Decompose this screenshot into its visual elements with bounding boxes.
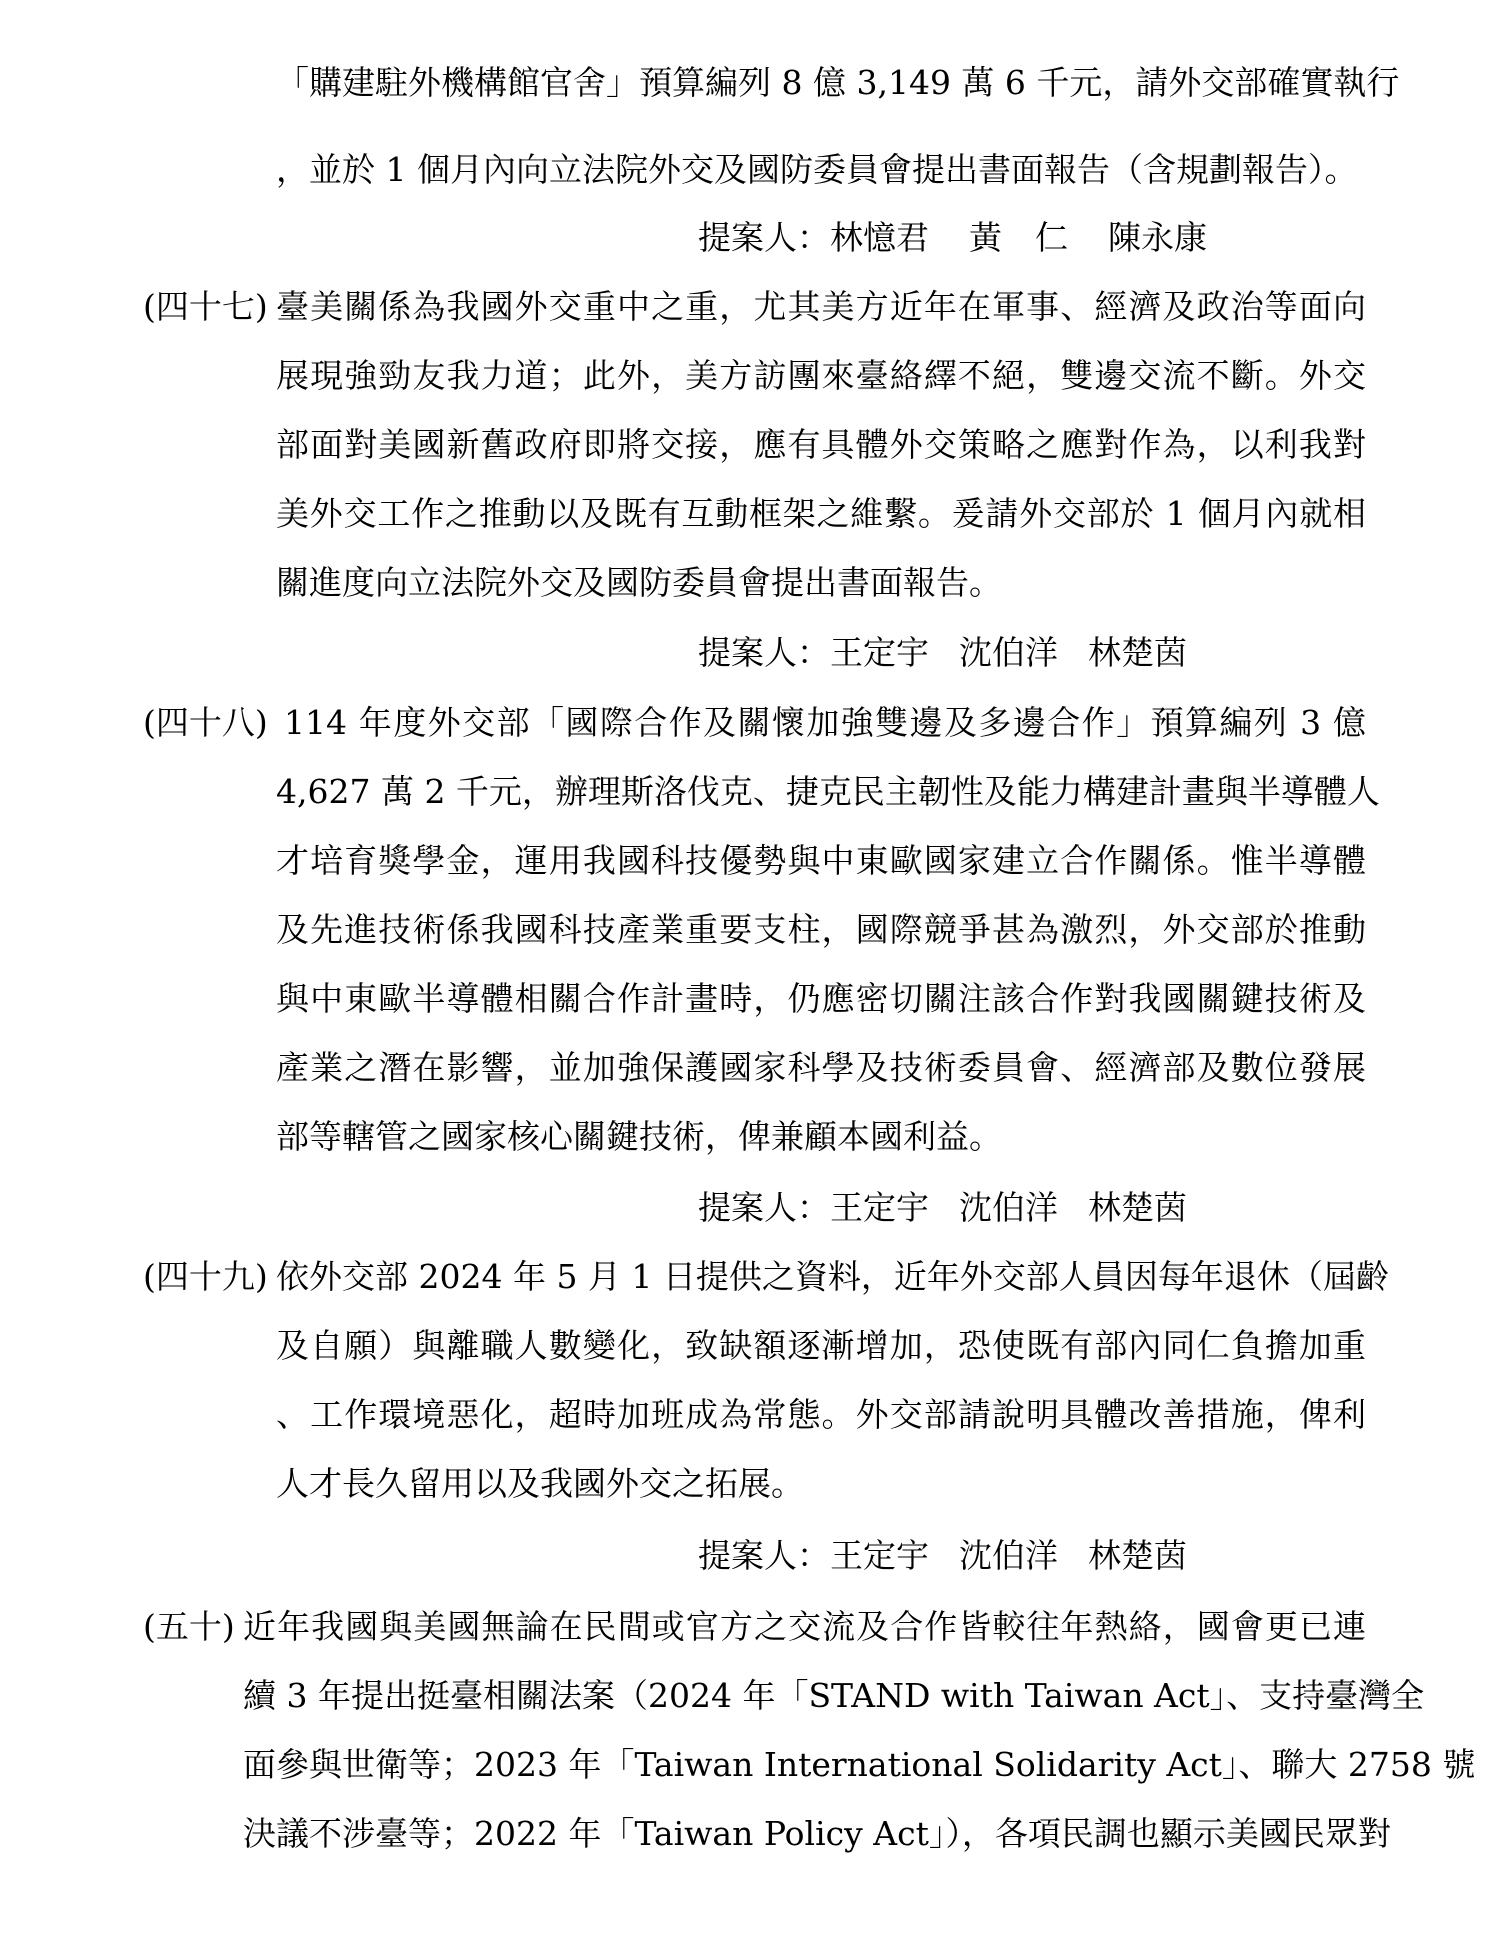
proposer-name: 林楚茵 [1088, 1536, 1187, 1575]
proposer-name: 沈伯洋 [959, 1188, 1058, 1227]
item-50-line: 近年我國與美國無論在民間或官方之交流及合作皆較往年熱絡，國會更已連 [243, 1607, 1366, 1646]
proposer-name: 王定宇 [830, 1188, 929, 1227]
item-48-line: 及先進技術係我國科技產業重要支柱，國際競爭甚為激烈，外交部於推動 [276, 910, 1366, 949]
proposer-name: 沈伯洋 [959, 1536, 1058, 1575]
proposer-name: 王定宇 [830, 633, 929, 672]
proposer-name: 陳永康 [1108, 218, 1207, 257]
item-49-line: 及自願）與離職人數變化，致缺額逐漸增加，恐使既有部內同仁負擔加重 [276, 1326, 1366, 1365]
item-number-47: (四十七) [143, 287, 268, 326]
item-50-line: 續 3 年提出挺臺相關法案（2024 年「STAND with Taiwan Act」、支持臺灣全 [243, 1676, 1425, 1715]
item-47-line: 展現強勁友我力道；此外，美方訪團來臺絡繹不絕，雙邊交流不斷。外交 [276, 356, 1366, 395]
proposer-name: 林憶君 [830, 218, 929, 257]
item-number-50: (五十) [143, 1607, 235, 1646]
item-47-line: 臺美關係為我國外交重中之重，尤其美方近年在軍事、經濟及政治等面向 [276, 287, 1366, 326]
item-number-49: (四十九) [143, 1257, 268, 1296]
intro-line-2: ，並於 1 個月內向立法院外交及國防委員會提出書面報告（含規劃報告）。 [276, 150, 1358, 189]
proposer-name: 王定宇 [830, 1536, 929, 1575]
item-48-line: 114 年度外交部「國際合作及關懷加強雙邊及多邊合作」預算編列 3 億 [284, 703, 1366, 742]
signature-label: 提案人： [698, 1188, 830, 1227]
item-48-line: 部等轄管之國家核心關鍵技術，俾兼顧本國利益。 [276, 1117, 1002, 1156]
proposer-name: 林楚茵 [1088, 1188, 1187, 1227]
item-47-line: 關進度向立法院外交及國防委員會提出書面報告。 [276, 563, 1002, 602]
item-48-line: 才培育獎學金，運用我國科技優勢與中東歐國家建立合作關係。惟半導體 [276, 841, 1366, 880]
proposer-name: 沈伯洋 [959, 633, 1058, 672]
signature-intro [698, 218, 1207, 257]
item-49-line: 依外交部 2024 年 5 月 1 日提供之資料，近年外交部人員因每年退休（屆齡 [276, 1257, 1389, 1296]
signature-49 [698, 1536, 1187, 1575]
item-number-48: (四十八) [143, 703, 268, 742]
item-48-line: 產業之潛在影響，並加強保護國家科學及技術委員會、經濟部及數位發展 [276, 1048, 1366, 1087]
item-49-line: 人才長久留用以及我國外交之拓展。 [276, 1464, 804, 1503]
item-50-line: 決議不涉臺等；2022 年「Taiwan Policy Act」），各項民調也顯示美國民眾對 [243, 1814, 1391, 1853]
signature-label: 提案人： [698, 1536, 830, 1575]
proposer-name: 林楚茵 [1088, 633, 1187, 672]
signature-47 [698, 633, 1187, 672]
item-47-line: 部面對美國新舊政府即將交接，應有具體外交策略之應對作為，以利我對 [276, 425, 1366, 464]
item-50-line: 面參與世衛等；2023 年「Taiwan International Solidarity Act」、聯大 2758 號 [243, 1745, 1476, 1784]
item-48-line: 與中東歐半導體相關合作計畫時，仍應密切關注該合作對我國關鍵技術及 [276, 979, 1366, 1018]
signature-label: 提案人： [698, 633, 830, 672]
item-48-line: 4,627 萬 2 千元，辦理斯洛伐克、捷克民主韌性及能力構建計畫與半導體人 [276, 772, 1380, 811]
item-47-line: 美外交工作之推動以及既有互動框架之維繫。爰請外交部於 1 個月內就相 [276, 494, 1366, 533]
item-49-line: 、工作環境惡化，超時加班成為常態。外交部請說明具體改善措施，俾利 [276, 1395, 1366, 1434]
signature-48 [698, 1188, 1187, 1227]
intro-line-1: 「購建駐外機構館官舍」預算編列 8 億 3,149 萬 6 千元，請外交部確實執行 [276, 63, 1400, 102]
signature-label: 提案人： [698, 218, 830, 257]
proposer-name: 黃 仁 [969, 218, 1068, 257]
